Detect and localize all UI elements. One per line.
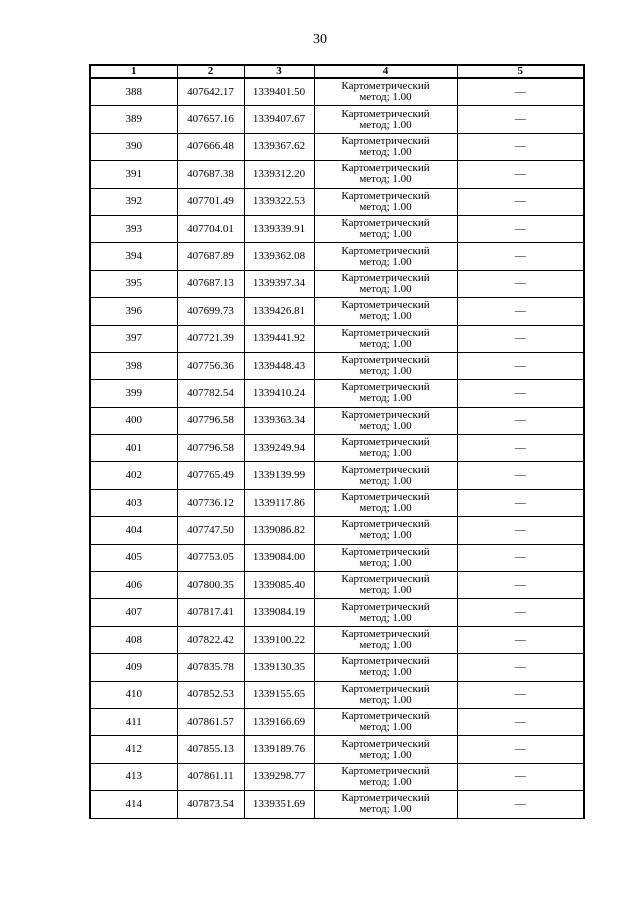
method-line-1: Картометрический: [341, 299, 430, 312]
method-cell: [314, 626, 457, 653]
method-line-1: Картометрический: [341, 326, 430, 339]
col5-cell: —: [457, 572, 584, 599]
method-cell: [314, 188, 457, 215]
col5-cell: —: [457, 161, 584, 188]
method-line-2: метод; 1.00: [359, 447, 412, 460]
col5-cell: —: [457, 78, 584, 106]
point-number-cell: 392: [90, 188, 177, 215]
y-coordinate-cell: 1339312.20: [244, 161, 314, 188]
method-line-2: метод; 1.00: [359, 228, 412, 241]
x-coordinate-cell: 407861.57: [177, 708, 244, 735]
col5-cell: —: [457, 407, 584, 434]
point-number-cell: 390: [90, 133, 177, 160]
point-number-cell: 399: [90, 380, 177, 407]
table-header-row: [90, 65, 584, 78]
y-coordinate-cell: 1339401.50: [244, 78, 314, 106]
y-coordinate-cell: 1339130.35: [244, 654, 314, 681]
y-coordinate-cell: 1339086.82: [244, 517, 314, 544]
y-coordinate-cell: 1339339.91: [244, 215, 314, 242]
point-number-cell: 414: [90, 791, 177, 818]
x-coordinate-cell: 407782.54: [177, 380, 244, 407]
method-cell: [314, 572, 457, 599]
method-line-2: метод; 1.00: [359, 145, 412, 158]
x-coordinate-cell: 407796.58: [177, 407, 244, 434]
method-cell: [314, 462, 457, 489]
table-row: [90, 215, 584, 242]
point-number-cell: 395: [90, 270, 177, 297]
page-number: 30: [313, 32, 327, 47]
x-coordinate-cell: 407657.16: [177, 106, 244, 133]
col5-cell: —: [457, 489, 584, 516]
y-coordinate-cell: 1339397.34: [244, 270, 314, 297]
method-line-1: Картометрический: [341, 545, 430, 558]
method-cell: [314, 435, 457, 462]
y-coordinate-cell: 1339155.65: [244, 681, 314, 708]
x-coordinate-cell: 407800.35: [177, 572, 244, 599]
y-coordinate-cell: 1339367.62: [244, 133, 314, 160]
x-coordinate-cell: 407701.49: [177, 188, 244, 215]
x-coordinate-cell: 407699.73: [177, 298, 244, 325]
table-row: [90, 161, 584, 188]
y-coordinate-cell: 1339351.69: [244, 791, 314, 818]
y-coordinate-cell: 1339139.99: [244, 462, 314, 489]
table-row: [90, 763, 584, 790]
point-number-cell: 398: [90, 352, 177, 379]
y-coordinate-cell: 1339117.86: [244, 489, 314, 516]
method-line-1: Картометрический: [341, 764, 430, 777]
x-coordinate-cell: 407822.42: [177, 626, 244, 653]
method-line-1: Картометрический: [341, 600, 430, 613]
point-number-cell: 400: [90, 407, 177, 434]
x-coordinate-cell: 407855.13: [177, 736, 244, 763]
method-line-2: метод; 1.00: [359, 611, 412, 624]
point-number-cell: 410: [90, 681, 177, 708]
x-coordinate-cell: 407873.54: [177, 791, 244, 818]
header-col-4: 4: [314, 65, 457, 78]
header-col-2: 2: [177, 65, 244, 78]
x-coordinate-cell: 407736.12: [177, 489, 244, 516]
table-row: [90, 380, 584, 407]
y-coordinate-cell: 1339410.24: [244, 380, 314, 407]
method-cell: [314, 133, 457, 160]
point-number-cell: 391: [90, 161, 177, 188]
method-line-2: метод; 1.00: [359, 639, 412, 651]
method-line-2: метод; 1.00: [359, 282, 412, 295]
x-coordinate-cell: 407704.01: [177, 215, 244, 242]
method-line-1: Картометрический: [341, 682, 430, 695]
method-line-1: Картометрический: [341, 189, 430, 202]
method-line-2: метод; 1.00: [359, 502, 412, 515]
col5-cell: —: [457, 462, 584, 489]
col5-cell: —: [457, 380, 584, 407]
table-row: [90, 572, 584, 599]
method-line-2: метод; 1.00: [359, 365, 412, 378]
method-line-1: Картометрический: [341, 354, 430, 367]
method-cell: [314, 544, 457, 571]
method-cell: [314, 736, 457, 763]
y-coordinate-cell: 1339298.77: [244, 763, 314, 790]
y-coordinate-cell: 1339426.81: [244, 298, 314, 325]
x-coordinate-cell: 407817.41: [177, 599, 244, 626]
x-coordinate-cell: 407852.53: [177, 681, 244, 708]
x-coordinate-cell: 407642.17: [177, 78, 244, 106]
method-cell: [314, 215, 457, 242]
method-cell: [314, 791, 457, 818]
y-coordinate-cell: 1339441.92: [244, 325, 314, 352]
table-row: [90, 133, 584, 160]
point-number-cell: 403: [90, 489, 177, 516]
method-cell: [314, 106, 457, 133]
method-line-1: Картометрический: [341, 408, 430, 421]
table-row: [90, 654, 584, 681]
y-coordinate-cell: 1339084.00: [244, 544, 314, 571]
method-line-1: Картометрический: [341, 436, 430, 449]
method-line-2: метод; 1.00: [359, 474, 412, 487]
y-coordinate-cell: 1339322.53: [244, 188, 314, 215]
point-number-cell: 406: [90, 572, 177, 599]
method-line-1: Картометрический: [341, 710, 430, 723]
col5-cell: —: [457, 325, 584, 352]
coordinates-table: [89, 64, 585, 819]
table-row: [90, 544, 584, 571]
x-coordinate-cell: 407687.38: [177, 161, 244, 188]
method-line-2: метод; 1.00: [359, 255, 412, 268]
col5-cell: —: [457, 188, 584, 215]
x-coordinate-cell: 407687.89: [177, 243, 244, 270]
method-line-2: метод; 1.00: [359, 693, 412, 706]
method-cell: [314, 325, 457, 352]
method-line-2: метод; 1.00: [359, 529, 412, 542]
method-line-2: метод; 1.00: [359, 584, 412, 597]
method-line-2: метод; 1.00: [359, 173, 412, 186]
col5-cell: —: [457, 681, 584, 708]
method-cell: [314, 298, 457, 325]
method-line-2: метод; 1.00: [359, 392, 412, 405]
table-row: [90, 599, 584, 626]
method-line-1: Картометрический: [341, 573, 430, 586]
y-coordinate-cell: 1339249.94: [244, 435, 314, 462]
y-coordinate-cell: 1339100.22: [244, 626, 314, 653]
point-number-cell: 401: [90, 435, 177, 462]
method-line-1: Картометрический: [341, 162, 430, 175]
x-coordinate-cell: 407756.36: [177, 352, 244, 379]
method-line-1: Картометрический: [341, 737, 430, 750]
col5-cell: —: [457, 133, 584, 160]
point-number-cell: 411: [90, 708, 177, 735]
point-number-cell: 413: [90, 763, 177, 790]
table-row: [90, 352, 584, 379]
method-line-1: Картометрический: [341, 381, 430, 394]
col5-cell: —: [457, 106, 584, 133]
method-line-1: Картометрический: [341, 792, 430, 805]
x-coordinate-cell: 407753.05: [177, 544, 244, 571]
method-cell: [314, 78, 457, 106]
method-cell: [314, 708, 457, 735]
x-coordinate-cell: 407721.39: [177, 325, 244, 352]
point-number-cell: 393: [90, 215, 177, 242]
method-cell: [314, 763, 457, 790]
y-coordinate-cell: 1339166.69: [244, 708, 314, 735]
method-cell: [314, 243, 457, 270]
table-row: [90, 435, 584, 462]
x-coordinate-cell: 407666.48: [177, 133, 244, 160]
y-coordinate-cell: 1339448.43: [244, 352, 314, 379]
point-number-cell: 397: [90, 325, 177, 352]
method-line-1: Картометрический: [341, 655, 430, 668]
point-number-cell: 396: [90, 298, 177, 325]
y-coordinate-cell: 1339407.67: [244, 106, 314, 133]
point-number-cell: 402: [90, 462, 177, 489]
method-line-2: метод; 1.00: [359, 721, 412, 734]
col5-cell: —: [457, 270, 584, 297]
method-cell: [314, 517, 457, 544]
table-row: [90, 298, 584, 325]
method-line-1: Картометрический: [341, 518, 430, 531]
method-cell: [314, 270, 457, 297]
point-number-cell: 412: [90, 736, 177, 763]
method-cell: [314, 599, 457, 626]
method-line-2: метод; 1.00: [359, 118, 412, 131]
table-row: [90, 462, 584, 489]
method-line-1: Картометрический: [341, 107, 430, 120]
method-line-2: метод; 1.00: [359, 337, 412, 350]
x-coordinate-cell: 407835.78: [177, 654, 244, 681]
header-col-1: 1: [90, 65, 177, 78]
method-line-1: Картометрический: [341, 491, 430, 504]
col5-cell: —: [457, 763, 584, 790]
col5-cell: —: [457, 599, 584, 626]
method-line-1: Картометрический: [341, 217, 430, 230]
method-line-2: метод; 1.00: [359, 748, 412, 761]
col5-cell: —: [457, 517, 584, 544]
col5-cell: —: [457, 736, 584, 763]
method-line-1: Картометрический: [341, 244, 430, 257]
point-number-cell: 405: [90, 544, 177, 571]
method-line-2: метод; 1.00: [359, 803, 412, 816]
col5-cell: —: [457, 708, 584, 735]
table-row: [90, 407, 584, 434]
table-row: [90, 489, 584, 516]
col5-cell: —: [457, 215, 584, 242]
method-line-1: Картометрический: [341, 628, 430, 640]
method-line-2: метод; 1.00: [359, 419, 412, 432]
method-line-2: метод; 1.00: [359, 775, 412, 788]
point-number-cell: 388: [90, 78, 177, 106]
point-number-cell: 404: [90, 517, 177, 544]
x-coordinate-cell: 407765.49: [177, 462, 244, 489]
col5-cell: —: [457, 298, 584, 325]
table-row: [90, 106, 584, 133]
method-cell: [314, 681, 457, 708]
table-row: [90, 188, 584, 215]
method-line-2: метод; 1.00: [359, 310, 412, 323]
x-coordinate-cell: 407687.13: [177, 270, 244, 297]
method-cell: [314, 654, 457, 681]
method-line-2: метод; 1.00: [359, 666, 412, 679]
table-row: [90, 270, 584, 297]
table-row: [90, 626, 584, 653]
y-coordinate-cell: 1339085.40: [244, 572, 314, 599]
col5-cell: —: [457, 544, 584, 571]
table-row: [90, 681, 584, 708]
col5-cell: —: [457, 435, 584, 462]
col5-cell: —: [457, 243, 584, 270]
table-row: [90, 517, 584, 544]
header-col-3: 3: [244, 65, 314, 78]
point-number-cell: 407: [90, 599, 177, 626]
table-row: [90, 736, 584, 763]
method-line-1: Картометрический: [341, 80, 430, 93]
x-coordinate-cell: 407796.58: [177, 435, 244, 462]
method-cell: [314, 161, 457, 188]
point-number-cell: 394: [90, 243, 177, 270]
y-coordinate-cell: 1339084.19: [244, 599, 314, 626]
col5-cell: —: [457, 791, 584, 818]
point-number-cell: 408: [90, 626, 177, 653]
y-coordinate-cell: 1339362.08: [244, 243, 314, 270]
method-line-1: Картометрический: [341, 463, 430, 476]
method-line-1: Картометрический: [341, 271, 430, 284]
method-cell: [314, 489, 457, 516]
col5-cell: —: [457, 352, 584, 379]
table-row: [90, 791, 584, 818]
x-coordinate-cell: 407861.11: [177, 763, 244, 790]
y-coordinate-cell: 1339363.34: [244, 407, 314, 434]
point-number-cell: 389: [90, 106, 177, 133]
col5-cell: —: [457, 654, 584, 681]
y-coordinate-cell: 1339189.76: [244, 736, 314, 763]
method-cell: [314, 352, 457, 379]
table-row: [90, 78, 584, 106]
col5-cell: —: [457, 626, 584, 653]
method-line-2: метод; 1.00: [359, 556, 412, 569]
table-row: [90, 708, 584, 735]
method-line-2: метод; 1.00: [359, 200, 412, 213]
method-line-1: Картометрический: [341, 134, 430, 147]
x-coordinate-cell: 407747.50: [177, 517, 244, 544]
method-cell: [314, 380, 457, 407]
table-row: [90, 243, 584, 270]
method-cell: [314, 407, 457, 434]
point-number-cell: 409: [90, 654, 177, 681]
method-line-2: метод; 1.00: [359, 91, 412, 104]
header-col-5: 5: [457, 65, 584, 78]
table-row: [90, 325, 584, 352]
